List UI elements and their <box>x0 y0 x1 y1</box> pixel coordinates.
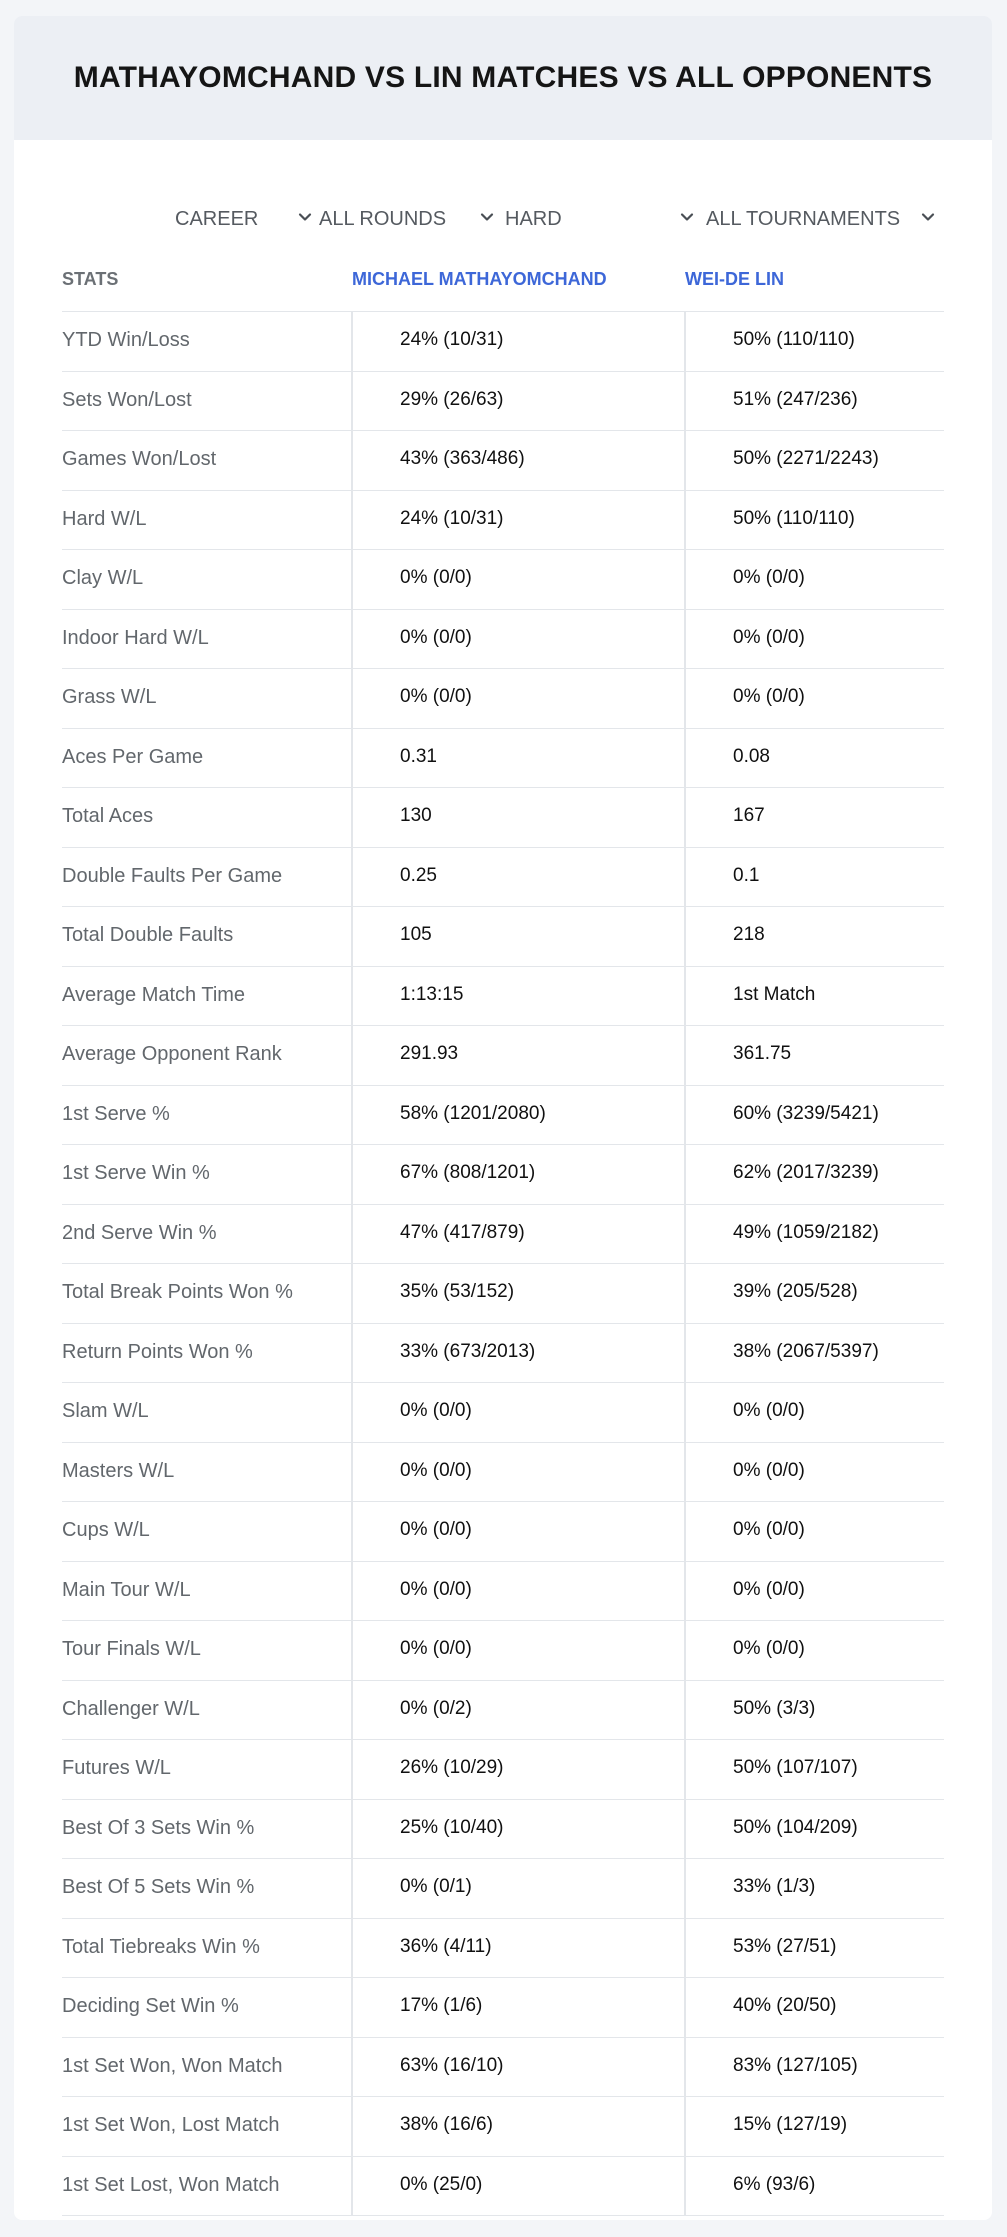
player2-stat-value: 33% (1/3) <box>733 1876 816 1897</box>
stat-label: Total Tiebreaks Win % <box>62 1935 260 1958</box>
column-divider <box>684 1324 686 1383</box>
column-divider <box>351 2097 353 2156</box>
player1-stat-value: 35% (53/152) <box>400 1281 515 1302</box>
chevron-down-icon <box>479 209 495 225</box>
chevron-down-icon <box>297 209 313 225</box>
column-divider <box>684 610 686 669</box>
table-row <box>62 1740 944 1800</box>
player1-link[interactable]: MICHAEL MATHAYOMCHAND <box>352 269 607 289</box>
player2-stat-value: 0% (0/0) <box>733 1578 805 1600</box>
player1-stat-value: 0.25 <box>400 864 437 886</box>
player1-stat-value: 67% (808/1201) <box>400 1162 536 1183</box>
table-row <box>62 1859 944 1919</box>
column-divider <box>684 2097 686 2156</box>
player1-stat-value: 0% (0/0) <box>400 567 472 588</box>
player2-stat-value: 361.75 <box>733 1043 792 1064</box>
stat-label: Indoor Hard W/L <box>62 626 209 649</box>
player1-stat-value: 25% (10/40) <box>400 1816 504 1838</box>
rounds-dropdown[interactable] <box>319 189 499 249</box>
column-divider <box>351 788 353 847</box>
stat-label: Tour Finals W/L <box>62 1638 201 1660</box>
column-divider <box>684 729 686 788</box>
player1-stat-value: 291.93 <box>400 1043 459 1064</box>
player2-stat-value: 50% (2271/2243) <box>733 448 879 469</box>
player1-stat-value: 24% (10/31) <box>400 507 504 529</box>
player2-stat-value: 50% (110/110) <box>733 507 855 529</box>
stat-label: Best Of 3 Sets Win % <box>62 1816 255 1839</box>
player1-stat-value: 0.31 <box>400 745 437 767</box>
player1-stat-value: 130 <box>400 805 432 826</box>
player2-stat-value: 0% (0/0) <box>733 1400 805 1421</box>
stat-label: Cups W/L <box>62 1519 150 1541</box>
column-divider <box>351 312 353 371</box>
table-row <box>62 1324 944 1384</box>
table-row <box>62 1681 944 1741</box>
surface-dropdown-value: HARD <box>505 207 562 230</box>
column-divider <box>684 1681 686 1740</box>
table-row <box>62 491 944 551</box>
player1-stat-value: 0% (0/0) <box>400 1638 472 1659</box>
player2-stat-value: 51% (247/236) <box>733 388 858 410</box>
player1-stat-value: 33% (673/2013) <box>400 1340 536 1362</box>
player1-stat-value: 36% (4/11) <box>400 1935 492 1957</box>
column-divider <box>684 2038 686 2097</box>
player1-stat-value: 0% (0/1) <box>400 1876 472 1897</box>
player1-stat-value: 0% (0/0) <box>400 626 472 648</box>
player2-stat-value: 39% (205/528) <box>733 1281 858 1302</box>
chevron-down-icon <box>679 209 695 225</box>
stat-label: 2nd Serve Win % <box>62 1221 217 1244</box>
stats-card <box>14 16 992 2220</box>
player2-stat-value: 1st Match <box>733 983 816 1005</box>
stat-label: Average Match Time <box>62 983 246 1006</box>
table-row <box>62 1800 944 1860</box>
player2-stat-value: 40% (20/50) <box>733 1995 837 2016</box>
column-divider <box>684 1443 686 1502</box>
player2-stat-value: 83% (127/105) <box>733 2054 858 2076</box>
stat-label: Total Break Points Won % <box>62 1281 293 1303</box>
column-divider <box>351 848 353 907</box>
table-row <box>62 1919 944 1979</box>
stat-label: Total Aces <box>62 805 154 827</box>
column-divider <box>351 1026 353 1085</box>
player2-stat-value: 0% (0/0) <box>733 1638 805 1659</box>
column-divider <box>684 907 686 966</box>
column-divider <box>351 1502 353 1561</box>
column-divider <box>684 1205 686 1264</box>
player1-stat-value: 63% (16/10) <box>400 2054 504 2076</box>
player1-stat-value: 0% (0/0) <box>400 1400 472 1421</box>
player1-stat-value: 0% (0/0) <box>400 1459 472 1481</box>
player2-stat-value: 49% (1059/2182) <box>733 1221 879 1243</box>
player2-stat-value: 53% (27/51) <box>733 1935 837 1957</box>
column-divider <box>351 669 353 728</box>
stat-label: 1st Serve Win % <box>62 1162 210 1184</box>
table-row <box>62 1502 944 1562</box>
stat-label: Hard W/L <box>62 507 147 530</box>
player1-stat-value: 29% (26/63) <box>400 388 504 410</box>
table-row <box>62 431 944 491</box>
table-row <box>62 1026 944 1086</box>
filter-bar <box>14 189 992 249</box>
table-row <box>62 848 944 908</box>
column-divider <box>351 1919 353 1978</box>
stat-label: Double Faults Per Game <box>62 864 283 887</box>
table-row <box>62 788 944 848</box>
column-divider <box>351 1324 353 1383</box>
stat-label: 1st Set Won, Lost Match <box>62 2114 280 2136</box>
player1-stat-value: 17% (1/6) <box>400 1995 483 2016</box>
player1-stat-value: 47% (417/879) <box>400 1221 525 1243</box>
column-divider <box>351 1859 353 1918</box>
column-divider <box>684 1383 686 1442</box>
page-title: MATHAYOMCHAND VS LIN MATCHES VS ALL OPPONENTS <box>73 61 933 94</box>
player2-link[interactable]: WEI-DE LIN <box>685 269 784 289</box>
column-divider <box>351 2038 353 2097</box>
stat-label: Clay W/L <box>62 567 144 589</box>
stat-label: Games Won/Lost <box>62 448 217 470</box>
player2-stat-value: 50% (110/110) <box>733 329 855 350</box>
table-header <box>62 253 944 312</box>
player1-stat-value: 0% (0/0) <box>400 1519 472 1540</box>
table-row <box>62 1264 944 1324</box>
column-divider <box>684 1740 686 1799</box>
column-divider <box>684 669 686 728</box>
column-divider <box>351 2157 353 2216</box>
player1-stat-value: 0% (0/0) <box>400 1578 472 1600</box>
column-divider <box>351 1800 353 1859</box>
stat-label: Futures W/L <box>62 1757 171 1779</box>
column-divider <box>351 729 353 788</box>
player2-stat-value: 60% (3239/5421) <box>733 1102 879 1124</box>
column-divider <box>351 1978 353 2037</box>
table-row <box>62 1205 944 1265</box>
table-row <box>62 2157 944 2217</box>
stat-label: 1st Set Lost, Won Match <box>62 2173 280 2196</box>
table-row <box>62 372 944 432</box>
tournaments-dropdown[interactable] <box>706 189 946 249</box>
player2-stat-value: 0% (0/0) <box>733 567 805 588</box>
stat-label: 1st Serve % <box>62 1102 170 1125</box>
rounds-dropdown-value: ALL ROUNDS <box>319 207 447 230</box>
column-divider <box>351 1086 353 1145</box>
player2-stat-value: 15% (127/19) <box>733 2114 848 2135</box>
player1-stat-value: 105 <box>400 924 432 945</box>
table-row <box>62 1086 944 1146</box>
column-divider <box>351 491 353 550</box>
player2-stat-value: 218 <box>733 924 765 945</box>
column-divider <box>684 1086 686 1145</box>
table-row <box>62 1562 944 1622</box>
column-divider <box>684 491 686 550</box>
column-divider <box>351 1383 353 1442</box>
column-divider <box>351 610 353 669</box>
stat-label: Main Tour W/L <box>62 1578 191 1601</box>
stat-label: Return Points Won % <box>62 1340 253 1363</box>
column-divider <box>684 2157 686 2216</box>
table-body <box>62 312 944 2216</box>
player1-stat-value: 0% (25/0) <box>400 2173 483 2195</box>
stat-label: Sets Won/Lost <box>62 388 192 411</box>
table-row <box>62 312 944 372</box>
player2-stat-value: 38% (2067/5397) <box>733 1340 879 1362</box>
player1-stat-value: 1:13:15 <box>400 983 464 1005</box>
stat-label: YTD Win/Loss <box>62 329 190 351</box>
player2-stat-value: 6% (93/6) <box>733 2173 816 2195</box>
player2-stat-value: 0% (0/0) <box>733 686 805 707</box>
column-divider <box>351 431 353 490</box>
column-divider <box>351 1264 353 1323</box>
column-divider <box>684 1264 686 1323</box>
column-divider <box>351 907 353 966</box>
table-row <box>62 1978 944 2038</box>
table-row <box>62 729 944 789</box>
stat-label: 1st Set Won, Won Match <box>62 2054 283 2077</box>
stat-label: Total Double Faults <box>62 924 234 946</box>
column-header-stats: STATS <box>62 269 119 289</box>
table-row <box>62 967 944 1027</box>
table-row <box>62 1145 944 1205</box>
player1-stat-value: 0% (0/0) <box>400 686 472 707</box>
column-divider <box>684 1145 686 1204</box>
column-divider <box>684 1800 686 1859</box>
player2-stat-value: 0% (0/0) <box>733 1459 805 1481</box>
player2-stat-value: 167 <box>733 805 765 826</box>
player1-stat-value: 38% (16/6) <box>400 2114 493 2135</box>
table-row <box>62 2097 944 2157</box>
table-row <box>62 669 944 729</box>
stat-label: Deciding Set Win % <box>62 1995 239 2017</box>
period-dropdown[interactable] <box>175 189 319 249</box>
player1-stat-value: 24% (10/31) <box>400 329 504 350</box>
column-divider <box>684 788 686 847</box>
player2-stat-value: 0.1 <box>733 864 760 886</box>
column-divider <box>684 1919 686 1978</box>
column-divider <box>351 372 353 431</box>
table-row <box>62 550 944 610</box>
chevron-down-icon <box>920 209 936 225</box>
player2-stat-value: 0% (0/0) <box>733 626 805 648</box>
column-divider <box>684 1621 686 1680</box>
column-divider <box>684 550 686 609</box>
player2-stat-value: 50% (104/209) <box>733 1816 858 1838</box>
player2-stat-value: 50% (107/107) <box>733 1757 858 1778</box>
column-divider <box>351 1562 353 1621</box>
player1-stat-value: 0% (0/2) <box>400 1697 472 1719</box>
column-divider <box>351 1145 353 1204</box>
column-divider <box>684 431 686 490</box>
stat-label: Average Opponent Rank <box>62 1043 282 1065</box>
column-divider <box>684 967 686 1026</box>
player2-stat-value: 62% (2017/3239) <box>733 1162 879 1183</box>
table-row <box>62 2038 944 2098</box>
column-divider <box>351 1443 353 1502</box>
column-divider <box>684 1562 686 1621</box>
table-row <box>62 1443 944 1503</box>
column-divider <box>351 967 353 1026</box>
card-header <box>14 16 992 140</box>
player1-stat-value: 43% (363/486) <box>400 448 525 469</box>
player1-stat-value: 26% (10/29) <box>400 1757 504 1778</box>
period-dropdown-value: CAREER <box>175 207 259 230</box>
column-divider <box>684 848 686 907</box>
player2-stat-value: 0.08 <box>733 745 770 767</box>
column-divider <box>684 1502 686 1561</box>
table-row <box>62 907 944 967</box>
column-divider <box>684 312 686 371</box>
player1-stat-value: 58% (1201/2080) <box>400 1102 546 1124</box>
column-divider <box>684 1859 686 1918</box>
column-divider <box>684 1026 686 1085</box>
table-row <box>62 610 944 670</box>
column-divider <box>351 1740 353 1799</box>
column-divider <box>351 1681 353 1740</box>
player2-stat-value: 50% (3/3) <box>733 1697 816 1719</box>
stats-table <box>62 253 944 2216</box>
stat-label: Challenger W/L <box>62 1697 200 1720</box>
surface-dropdown[interactable] <box>505 189 705 249</box>
stat-label: Best Of 5 Sets Win % <box>62 1876 255 1898</box>
stat-label: Grass W/L <box>62 686 157 708</box>
column-divider <box>684 372 686 431</box>
table-row <box>62 1383 944 1443</box>
stat-label: Slam W/L <box>62 1400 149 1422</box>
stat-label: Aces Per Game <box>62 745 204 768</box>
stat-label: Masters W/L <box>62 1459 175 1482</box>
player2-stat-value: 0% (0/0) <box>733 1519 805 1540</box>
column-divider <box>684 1978 686 2037</box>
table-row <box>62 1621 944 1681</box>
column-divider <box>351 550 353 609</box>
column-divider <box>351 1621 353 1680</box>
column-divider <box>351 1205 353 1264</box>
tournaments-dropdown-value: ALL TOURNAMENTS <box>706 207 901 230</box>
